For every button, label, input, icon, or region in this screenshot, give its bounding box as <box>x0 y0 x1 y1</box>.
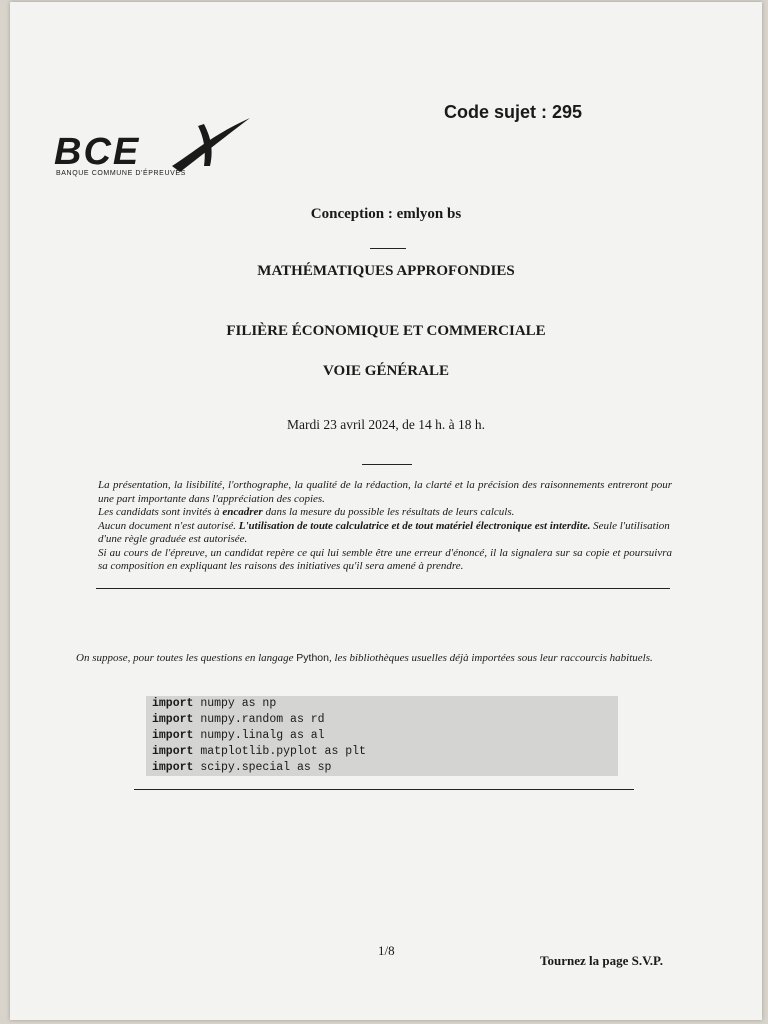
page-number: 1/8 <box>378 943 395 958</box>
instruction-encadrer: Les candidats sont invités à encadrer dans la mesure du possible les résultats de leurs calculs. <box>98 506 515 518</box>
filiere-title: FILIÈRE ÉCONOMIQUE ET COMMERCIALE <box>226 323 546 339</box>
exam-date: Mardi 23 avril 2024, de 14 h. à 18 h. <box>287 417 485 432</box>
exam-instructions <box>98 479 672 574</box>
title-separator <box>370 248 406 249</box>
instruction-documents: Aucun document n'est autorisé. L'utilisation de toute calculatrice et de tout matériel électronique est interdite. Seule l'utilisation d'une règle graduée est autorisée. <box>98 519 670 545</box>
code-separator <box>134 789 634 790</box>
exam-page <box>10 2 762 1020</box>
logo-subtitle: BANQUE COMMUNE D'ÉPREUVES <box>56 170 186 177</box>
bce-logo-text: BCE <box>54 131 141 173</box>
subject-title: MATHÉMATIQUES APPROFONDIES <box>257 263 515 279</box>
code-line: import matplotlib.pyplot as plt <box>152 745 366 758</box>
instruction-presentation: La présentation, la lisibilité, l'orthographe, la qualité de la rédaction, la clarté et la précision des raisonnements entreront pour une part importante dans l'appréciation des copies. <box>98 479 672 505</box>
turn-page-note: Tournez la page S.V.P. <box>540 953 664 968</box>
conception-line: Conception : emlyon bs <box>310 206 462 222</box>
code-line: import numpy.linalg as al <box>152 729 325 742</box>
python-intro: On suppose, pour toutes les questions en langage Python, les bibliothèques usuelles déjà importées sous leur raccourcis habituels. <box>76 652 653 664</box>
code-line: import numpy.random as rd <box>152 713 325 726</box>
bce-logo-swoosh-2 <box>198 124 212 166</box>
instructions-separator <box>96 588 670 589</box>
code-line: import numpy as np <box>152 697 277 710</box>
code-sujet: Code sujet : 295 <box>444 102 583 122</box>
python-imports-code <box>146 696 618 776</box>
voie-title: VOIE GÉNÉRALE <box>323 363 449 379</box>
date-separator <box>362 464 412 465</box>
instruction-erreur: Si au cours de l'épreuve, un candidat repère ce qui lui semble être une erreur d'énoncé, il la signalera sur sa copie et poursuivra sa composition en expliquant les raisons des initiatives qu'il sera amené à prendre. <box>98 546 672 572</box>
code-line: import scipy.special as sp <box>152 761 332 774</box>
